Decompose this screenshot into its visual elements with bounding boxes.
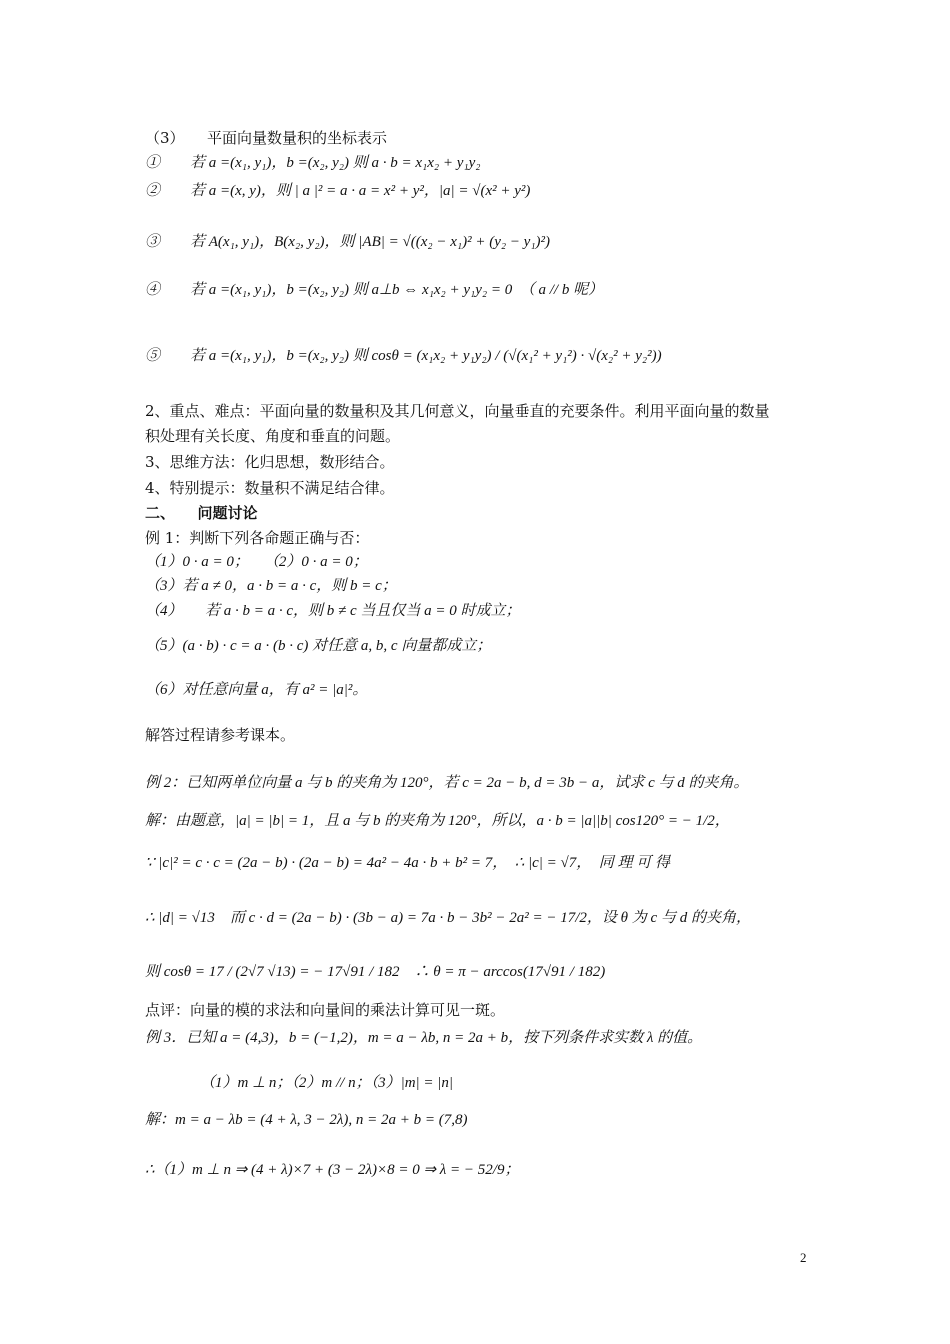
section-heading-coordinate: （3） 平面向量数量积的坐标表示: [145, 129, 388, 147]
example-1-item-6: （6）对任意向量 a，有 a² = |a|²。: [145, 682, 368, 698]
example-3-solution-2: ∴（1）m ⊥ n ⇒ (4 + λ)×7 + (3 − 2λ)×8 = 0 ⇒ λ = − 52/9；: [145, 1162, 520, 1178]
example-1-item-3: （3）若 a ≠ 0，a · b = a · c，则 b = c；: [145, 578, 397, 594]
section-heading-discussion: 二、 问题讨论: [145, 504, 258, 522]
key-points-line-2: 积处理有关长度、角度和垂直的问题。: [145, 427, 401, 445]
comment: 点评：向量的模的求法和向量间的乘法计算可见一斑。: [145, 1001, 506, 1019]
formula-perpendicular: ④ 若 a =(x₁, y₁)，b =(x₂, y₂) 则 a⊥b ⇔ x₁x₂ + y₁y₂ = 0 （ a // b 呢）: [145, 282, 604, 298]
formula-dot-product: ① 若 a =(x₁, y₁)，b =(x₂, y₂) 则 a · b = x₁x₂ + y₁y₂: [145, 155, 481, 171]
answer-reference: 解答过程请参考课本。: [145, 726, 296, 744]
example-2-solution-3: ∴ |d| = √13 而 c · d = (2a − b) · (3b − a) = 7a · b − 3b² − 2a² = − 17/2，设 θ 为 c 与 d 的夹角，: [145, 910, 751, 926]
example-1-item-4: （4） 若 a · b = a · c，则 b ≠ c 当且仅当 a = 0 时成立；: [145, 603, 521, 619]
example-2-title: 例 2：已知两单位向量 a 与 b 的夹角为 120°，若 c = 2a − b, d = 3b − a，试求 c 与 d 的夹角。: [145, 775, 749, 791]
thinking-method: 3、思维方法：化归思想，数形结合。: [145, 453, 395, 471]
example-3-conditions: （1）m ⊥ n；（2）m // n；（3）|m| = |n|: [200, 1075, 454, 1091]
special-hint: 4、特别提示：数量积不满足结合律。: [145, 479, 395, 497]
example-1-item-1-2: （1）0 · a = 0； （2）0 · a = 0；: [145, 554, 368, 570]
example-2-solution-1: 解：由题意，|a| = |b| = 1，且 a 与 b 的夹角为 120°，所以，a · b = |a||b| cos120° = − 1/2，: [145, 813, 730, 829]
example-1-item-5: （5）(a · b) · c = a · (b · c) 对任意 a, b, c 向量都成立；: [145, 638, 492, 654]
formula-cosine: ⑤ 若 a =(x₁, y₁)，b =(x₂, y₂) 则 cosθ = (x₁x₂ + y₁y₂) / (√(x₁² + y₁²) · √(x₂² + y₂²)): [145, 348, 662, 364]
example-3-title: 例 3．已知 a = (4,3)，b = (−1,2)，m = a − λb, n = 2a + b，按下列条件求实数 λ 的值。: [145, 1030, 703, 1046]
formula-distance: ③ 若 A(x₁, y₁)，B(x₂, y₂)，则 |AB| = √((x₂ − x₁)² + (y₂ − y₁)²): [145, 234, 551, 250]
example-1-title: 例 1：判断下列各命题正确与否：: [145, 529, 370, 547]
formula-magnitude: ② 若 a =(x, y)，则 | a |² = a · a = x² + y²，|a| = √(x² + y²): [145, 183, 531, 199]
example-3-solution-1: 解：m = a − λb = (4 + λ, 3 − 2λ), n = 2a + b = (7,8): [145, 1112, 468, 1128]
example-2-solution-2: ∵ |c|² = c · c = (2a − b) · (2a − b) = 4a² − 4a · b + b² = 7， ∴ |c| = √7， 同 理 可 得: [145, 855, 671, 871]
key-points-line-1: 2、重点、难点：平面向量的数量积及其几何意义，向量垂直的充要条件。利用平面向量的数量: [145, 402, 770, 420]
example-2-solution-4: 则 cosθ = 17 / (2√7 √13) = − 17√91 / 182 ∴ θ = π − arccos(17√91 / 182): [145, 964, 606, 980]
page-number: 2: [800, 1250, 807, 1265]
